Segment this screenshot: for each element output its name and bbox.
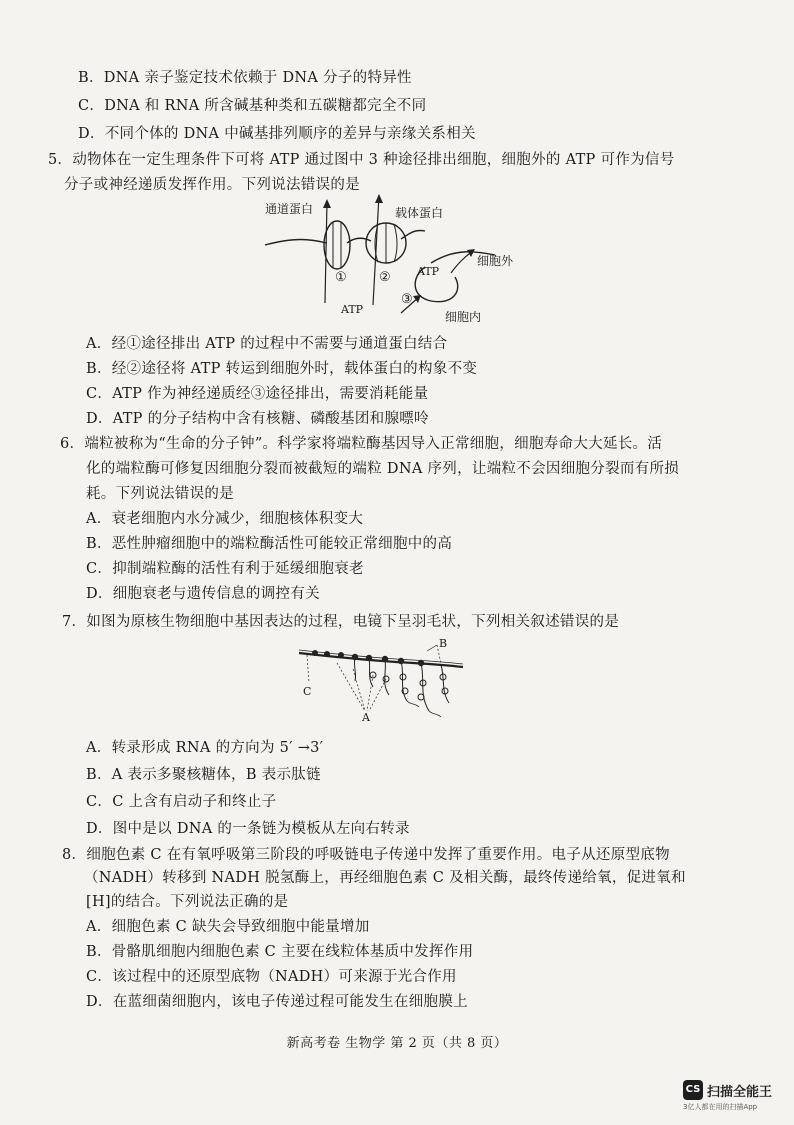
label-c: C <box>303 685 312 698</box>
q7-polysome-figure <box>295 633 470 723</box>
q5-option-b: B．经②途径将 ATP 转运到细胞外时，载体蛋白的构象不变 <box>86 361 478 377</box>
q6-option-d: D．细胞衰老与遗传信息的调控有关 <box>86 586 320 602</box>
scanner-watermark <box>683 1078 793 1118</box>
q8-option-c: C．该过程中的还原型底物（NADH）可来源于光合作用 <box>86 969 457 985</box>
route-3-label: ③ <box>401 292 413 307</box>
page-footer: 新高考卷 生物学 第 2 页（共 8 页） <box>286 1036 508 1051</box>
q8-stem-line1: 8．细胞色素 C 在有氧呼吸第三阶段的呼吸链电子传递中发挥了重要作用。电子从还原型底物 <box>62 847 670 863</box>
camscanner-logo-icon: CS <box>683 1080 703 1100</box>
q6-option-b: B．恶性肿瘤细胞中的端粒酶活性可能较正常细胞中的高 <box>86 536 453 552</box>
q5-atp-membrane-figure <box>255 193 525 328</box>
q8-option-d: D．在蓝细菌细胞内，该电子传递过程可能发生在细胞膜上 <box>86 994 468 1010</box>
q5-stem-line2: 分子或神经递质发挥作用。下列说法错误的是 <box>64 177 360 193</box>
route-2-label: ② <box>379 270 391 285</box>
q6-stem-line2: 化的端粒酶可修复因细胞分裂而被截短的端粒 DNA 序列，让端粒不会因细胞分裂而有所损 <box>86 461 680 477</box>
watermark-tagline: 3亿人都在用的扫描App <box>683 1103 758 1111</box>
q6-option-a: A．衰老细胞内水分减少，细胞核体积变大 <box>86 511 364 527</box>
q6-stem-line1: 6．端粒被称为“生命的分子钟”。科学家将端粒酶基因导入正常细胞，细胞寿命大大延长。活 <box>60 436 663 452</box>
carrier-protein-label: 载体蛋白 <box>395 206 444 220</box>
atp-vesicle-label: ATP <box>417 265 440 278</box>
label-b: B <box>439 637 448 650</box>
q7-stem: 7．如图为原核生物细胞中基因表达的过程，电镜下呈羽毛状，下列相关叙述错误的是 <box>62 614 620 630</box>
outside-label: 细胞外 <box>477 254 514 268</box>
q7-option-c: C．C 上含有启动子和终止子 <box>86 794 277 810</box>
route-1-label: ① <box>335 270 347 285</box>
watermark-name: 扫描全能王 <box>707 1085 773 1100</box>
q6-stem-line3: 耗。下列说法错误的是 <box>86 486 234 502</box>
q8-stem-line3: [H]的结合。下列说法正确的是 <box>86 894 289 910</box>
label-a: A <box>362 711 370 723</box>
q4-option-d: D．不同个体的 DNA 中碱基排列顺序的差异与亲缘关系相关 <box>78 126 476 142</box>
q8-option-a: A．细胞色素 C 缺失会导致细胞中能量增加 <box>86 919 370 935</box>
q4-option-b: B．DNA 亲子鉴定技术依赖于 DNA 分子的特异性 <box>78 70 412 86</box>
atp-bottom-label: ATP <box>341 303 364 316</box>
q6-option-c: C．抑制端粒酶的活性有利于延缓细胞衰老 <box>86 561 364 577</box>
q7-option-a: A．转录形成 RNA 的方向为 5′ →3′ <box>86 740 324 756</box>
q7-option-d: D．图中是以 DNA 的一条链为模板从左向右转录 <box>86 821 410 837</box>
channel-protein-label: 通道蛋白 <box>265 202 314 216</box>
q5-option-a: A．经①途径排出 ATP 的过程中不需要与通道蛋白结合 <box>86 336 448 352</box>
q8-stem-line2: （NADH）转移到 NADH 脱氢酶上，再经细胞色素 C 及相关酶，最终传递给氧，促进氧和 <box>84 870 686 886</box>
q8-option-b: B．骨骼肌细胞内细胞色素 C 主要在线粒体基质中发挥作用 <box>86 944 474 960</box>
q4-option-c: C．DNA 和 RNA 所含碱基种类和五碳糖都完全不同 <box>78 98 427 114</box>
inside-label: 细胞内 <box>445 310 482 324</box>
q7-option-b: B．A 表示多聚核糖体，B 表示肽链 <box>86 767 321 783</box>
q5-stem-line1: 5．动物体在一定生理条件下可将 ATP 通过图中 3 种途径排出细胞，细胞外的 ATP 可作为信号 <box>48 152 675 168</box>
q5-option-c: C．ATP 作为神经递质经③途径排出，需要消耗能量 <box>86 386 429 402</box>
q5-option-d: D．ATP 的分子结构中含有核糖、磷酸基团和腺嘌呤 <box>86 411 429 427</box>
